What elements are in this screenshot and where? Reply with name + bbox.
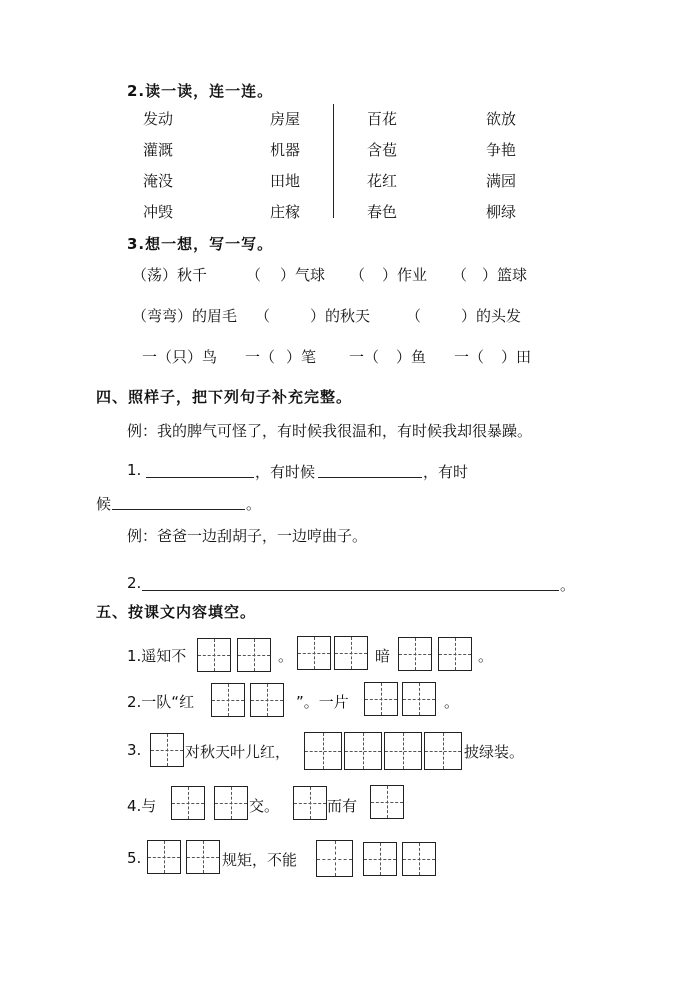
fill-text: ）篮球 [482, 266, 528, 284]
question-text: 1.遥知不 [127, 647, 187, 665]
fill-text: ）作业 [382, 266, 428, 284]
question-text: 披绿装。 [464, 743, 525, 761]
match-word: 满园 [486, 172, 517, 190]
answer-blank[interactable] [318, 477, 422, 478]
tianzige-box[interactable] [398, 637, 432, 671]
tianzige-box[interactable] [250, 683, 284, 717]
fill-paren: （ [406, 307, 422, 325]
match-word: 冲毁 [143, 203, 174, 221]
match-word: 灌溉 [143, 141, 174, 159]
question-text: ”。一片 [296, 693, 349, 711]
match-word: 淹没 [143, 172, 174, 190]
tianzige-box[interactable] [402, 842, 436, 876]
fill-paren: 一（ [245, 348, 276, 366]
sentence-text: 候 [96, 495, 112, 513]
match-word: 百花 [367, 110, 398, 128]
answer-blank[interactable] [142, 590, 559, 591]
match-word: 花红 [367, 172, 398, 190]
fill-text: ）田 [501, 348, 532, 366]
fill-text: （荡）秋千 [132, 266, 208, 284]
match-word: 争艳 [486, 141, 517, 159]
question-text: 4.与 [127, 797, 157, 815]
answer-blank[interactable] [112, 509, 245, 510]
match-word: 庄稼 [270, 203, 301, 221]
sentence-text: 。 [246, 495, 262, 513]
match-word: 春色 [367, 203, 398, 221]
match-word: 机器 [270, 141, 301, 159]
fill-text: ）气球 [280, 266, 326, 284]
fill-text: ）的秋天 [310, 307, 371, 325]
match-word: 含苞 [367, 141, 398, 159]
fill-paren: （ [350, 266, 366, 284]
example-sentence: 例：爸爸一边刮胡子，一边哼曲子。 [127, 527, 368, 545]
tianzige-box[interactable] [438, 637, 472, 671]
question-text: 交。 [249, 797, 280, 815]
tianzige-box[interactable] [384, 732, 422, 770]
tianzige-box[interactable] [304, 732, 342, 770]
tianzige-box[interactable] [363, 842, 397, 876]
question-text: 。 [278, 647, 294, 665]
tianzige-box[interactable] [150, 733, 184, 767]
question-text: 而有 [327, 797, 358, 815]
match-word: 田地 [270, 172, 301, 190]
question-text: 3. [127, 741, 142, 759]
fill-paren: （ [452, 266, 468, 284]
tianzige-box[interactable] [214, 786, 248, 820]
match-word: 柳绿 [486, 203, 517, 221]
question-text: 。 [444, 693, 460, 711]
section-3-title: 3.想一想，写一写。 [127, 235, 274, 253]
question-text: 5. [127, 849, 142, 867]
item-number: 1. [127, 461, 142, 479]
tianzige-box[interactable] [237, 638, 271, 672]
tianzige-box[interactable] [402, 682, 436, 716]
fill-text: ）鱼 [396, 348, 427, 366]
tianzige-box[interactable] [197, 638, 231, 672]
sentence-text: ，有时 [423, 463, 469, 481]
question-text: 对秋天叶儿红， [185, 743, 291, 761]
column-divider [333, 104, 334, 218]
fill-text: ）笔 [286, 348, 317, 366]
question-text: 。 [478, 647, 494, 665]
tianzige-box[interactable] [316, 840, 353, 877]
tianzige-box[interactable] [364, 682, 398, 716]
tianzige-box[interactable] [344, 732, 382, 770]
section-2-title: 2.读一读，连一连。 [127, 82, 274, 100]
fill-paren: 一（ [349, 348, 380, 366]
match-word: 房屋 [270, 110, 301, 128]
tianzige-box[interactable] [334, 636, 368, 670]
tianzige-box[interactable] [186, 840, 220, 874]
fill-paren: （ [246, 266, 262, 284]
item-number: 2. [127, 574, 142, 592]
fill-text: ）的头发 [461, 307, 522, 325]
fill-text: （弯弯）的眉毛 [132, 307, 238, 325]
fill-paren: 一（ [454, 348, 485, 366]
question-text: 规矩，不能 [222, 851, 298, 869]
question-text: 暗 [375, 647, 391, 665]
tianzige-box[interactable] [171, 786, 205, 820]
answer-blank[interactable] [146, 477, 254, 478]
tianzige-box[interactable] [147, 840, 181, 874]
tianzige-box[interactable] [370, 785, 404, 819]
tianzige-box[interactable] [424, 732, 462, 770]
question-text: 2.一队“红 [127, 693, 195, 711]
section-4-title: 四、照样子，把下列句子补充完整。 [96, 388, 353, 406]
tianzige-box[interactable] [293, 786, 327, 820]
sentence-text: 。 [560, 576, 576, 594]
sentence-text: ，有时候 [255, 463, 316, 481]
fill-text: 一（只）鸟 [142, 348, 218, 366]
tianzige-box[interactable] [211, 683, 245, 717]
section-5-title: 五、按课文内容填空。 [96, 603, 257, 621]
match-word: 发动 [143, 110, 174, 128]
example-sentence: 例：我的脾气可怪了，有时候我很温和，有时候我却很暴躁。 [127, 422, 533, 440]
fill-paren: （ [255, 307, 271, 325]
match-word: 欲放 [486, 110, 517, 128]
tianzige-box[interactable] [297, 636, 331, 670]
